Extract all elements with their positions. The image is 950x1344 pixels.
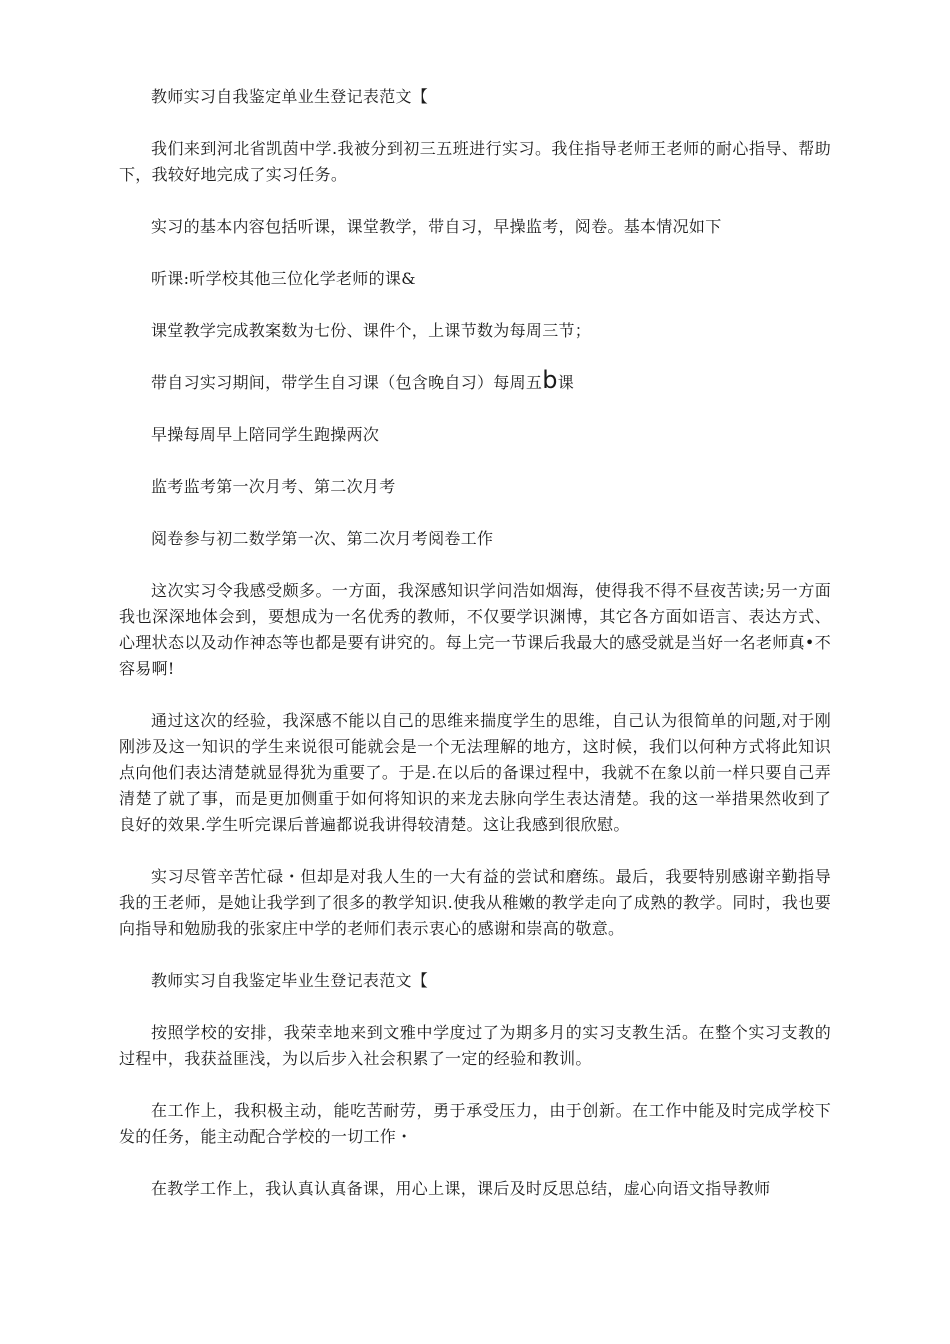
item-self-study-suffix: 课 bbox=[557, 373, 575, 392]
document-page bbox=[119, 84, 831, 1202]
item-self-study-text: 带自习实习期间，带学生自习课（包含晚自习）每周五 bbox=[151, 373, 543, 392]
large-letter-b: b bbox=[542, 366, 558, 394]
paragraph-experience: 通过这次的经验，我深感不能以自己的思维来揣度学生的思维，自己认为很简单的问题,对于刚刚涉及这一知识的学生来说很可能就会是一个无法理解的地方，这时候，我们以何种方式将此知识点向他们表达清楚就显得犹为重要了。于是.在以后的备课过程中，我就不在象以前一样只要自己弄清楚了就了事，而是更加侧重于如何将知识的来龙去脉向学生表达清楚。我的这一举措果然收到了良好的效果.学生听完课后普遍都说我讲得较清楚。这让我感到很欣慰。 bbox=[119, 711, 831, 834]
section-title-1: 教师实习自我鉴定单业生登记表范文【 bbox=[151, 87, 429, 106]
paragraph-arrival: 按照学校的安排，我荣幸地来到文雅中学度过了为期多月的实习支教生活。在整个实习支教的过程中，我获益匪浅，为以后步入社会积累了一定的经验和教训。 bbox=[119, 1023, 831, 1068]
paragraph-work: 在工作上，我积极主动，能吃苦耐劳，勇于承受压力，由于创新。在工作中能及时完成学校下发的任务，能主动配合学校的一切工作・ bbox=[119, 1101, 831, 1146]
section-title-2: 教师实习自我鉴定毕业生登记表范文【 bbox=[151, 971, 429, 990]
item-self-study bbox=[119, 366, 831, 396]
paragraph-reflection: 这次实习令我感受颇多。一方面，我深感知识学问浩如烟海，使得我不得不昼夜苦读;另一方面我也深深地体会到，要想成为一名优秀的教师，不仅要学识渊博，其它各方面如语言、表达方式、心理状态以及动作神态等也都是要有讲究的。每上完一节课后我最大的感受就是当好一名老师真•不容易啊! bbox=[119, 581, 831, 678]
item-marking: 阅卷参与初二数学第一次、第二次月考阅卷工作 bbox=[151, 529, 494, 548]
paragraph-gratitude: 实习尽管辛苦忙碌・但却是对我人生的一大有益的尝试和磨练。最后，我要特别感谢辛勤指导我的王老师，是她让我学到了很多的教学知识.使我从稚嫩的教学走向了成熟的教学。同时，我也要向指导和勉励我的张家庄中学的老师们表示衷心的感谢和崇高的敬意。 bbox=[119, 867, 831, 938]
item-classroom-teaching: 课堂教学完成教案数为七份、课件个，上课节数为每周三节； bbox=[151, 321, 592, 340]
item-invigilation: 监考监考第一次月考、第二次月考 bbox=[151, 477, 396, 496]
item-morning-exercise: 早操每周早上陪同学生跑操两次 bbox=[151, 425, 380, 444]
paragraph-teaching: 在教学工作上，我认真认真备课，用心上课，课后及时反思总结，虚心向语文指导教师 bbox=[151, 1179, 771, 1198]
paragraph-intro: 我们来到河北省凯茵中学.我被分到初三五班进行实习。我住指导老师王老师的耐心指导、帮助下，我较好地完成了实习任务。 bbox=[119, 139, 831, 184]
paragraph-content-overview: 实习的基本内容包括听课，课堂教学，带自习，早操监考，阅卷。基本情况如下 bbox=[151, 217, 722, 236]
item-listening: 听课:听学校其他三位化学老师的课& bbox=[151, 269, 416, 288]
